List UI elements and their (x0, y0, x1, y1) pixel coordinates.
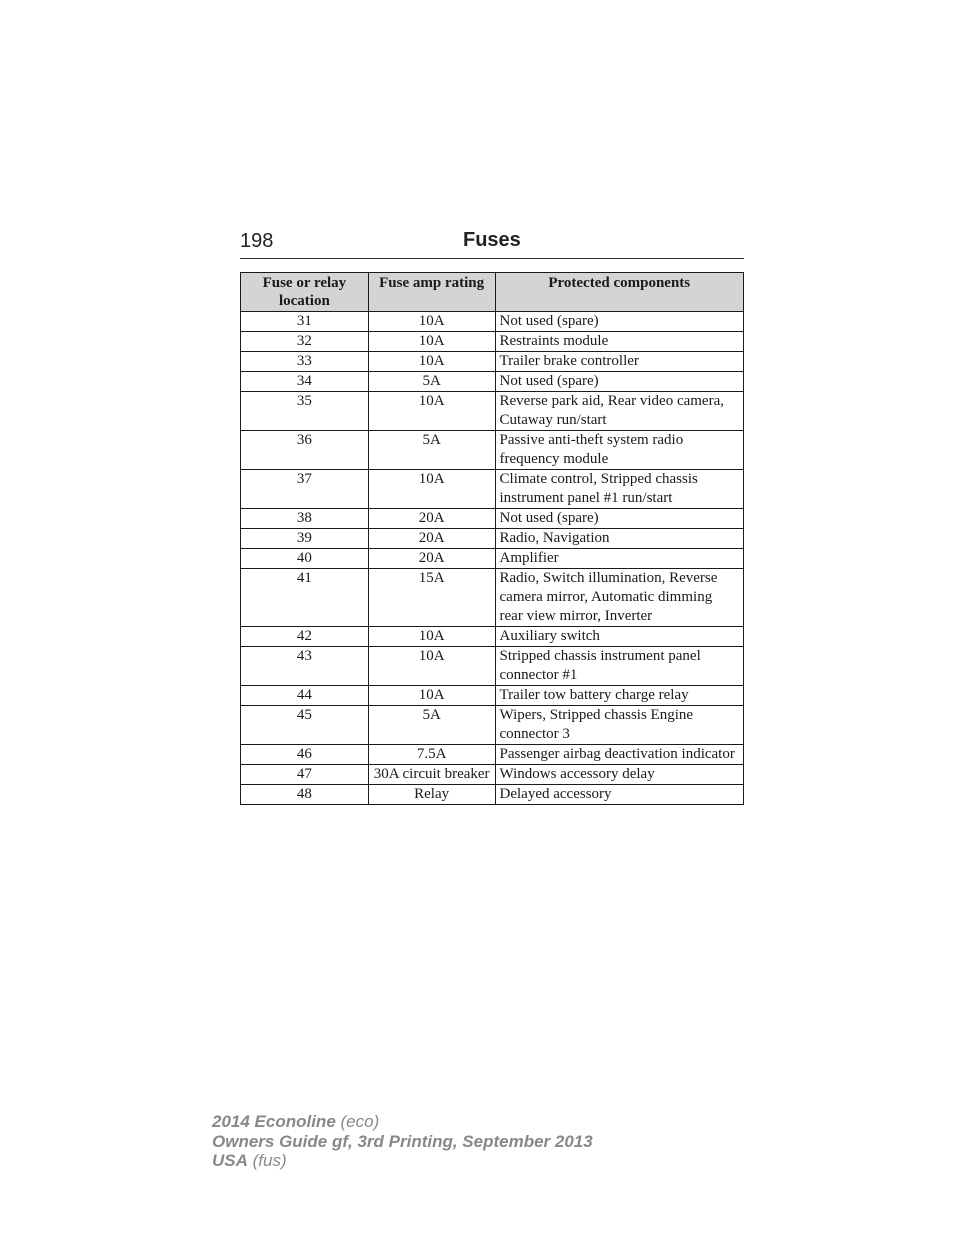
protected-components-cell: Delayed accessory (495, 785, 743, 805)
protected-components-cell: Auxiliary switch (495, 627, 743, 647)
protected-components-cell: Not used (spare) (495, 509, 743, 529)
fuse-location-cell: 33 (241, 352, 369, 372)
fuse-location-cell: 43 (241, 647, 369, 686)
table-row (241, 372, 744, 392)
fuse-location-cell: 41 (241, 569, 369, 627)
footer-region-code: (fus) (252, 1151, 287, 1170)
footer-line-2: Owners Guide gf, 3rd Printing, September 2013 (212, 1131, 593, 1151)
fuse-rating-cell: 30A circuit breaker (368, 765, 495, 785)
page-header (240, 228, 744, 259)
fuse-location-cell: 42 (241, 627, 369, 647)
protected-components-cell: Windows accessory delay (495, 765, 743, 785)
table-row (241, 352, 744, 372)
fuse-rating-cell: 5A (368, 431, 495, 470)
column-header-components: Protected components (495, 273, 743, 312)
fuse-rating-cell: 10A (368, 470, 495, 509)
column-header-rating: Fuse amp rating (368, 273, 495, 312)
protected-components-cell: Trailer brake controller (495, 352, 743, 372)
fuse-location-cell: 46 (241, 745, 369, 765)
table-row (241, 332, 744, 352)
table-row (241, 549, 744, 569)
fuse-rating-cell: 5A (368, 706, 495, 745)
fuse-location-cell: 40 (241, 549, 369, 569)
table-row (241, 765, 744, 785)
protected-components-cell: Amplifier (495, 549, 743, 569)
fuse-rating-cell: 10A (368, 312, 495, 332)
table-header-row (241, 273, 744, 312)
fuse-location-cell: 37 (241, 470, 369, 509)
table-row (241, 569, 744, 627)
fuse-location-cell: 39 (241, 529, 369, 549)
footer-line-1 (212, 1112, 593, 1132)
table-row (241, 392, 744, 431)
protected-components-cell: Passenger airbag deactivation indicator (495, 745, 743, 765)
fuse-location-cell: 48 (241, 785, 369, 805)
page-title: Fuses (463, 229, 521, 251)
fuse-location-cell: 44 (241, 686, 369, 706)
page-number: 198 (240, 230, 274, 252)
table-row (241, 509, 744, 529)
fuse-rating-cell: 10A (368, 647, 495, 686)
protected-components-cell: Passive anti-theft system radio frequency module (495, 431, 743, 470)
protected-components-cell: Radio, Navigation (495, 529, 743, 549)
fuse-rating-cell: 10A (368, 392, 495, 431)
fuse-location-cell: 31 (241, 312, 369, 332)
table-row (241, 745, 744, 765)
footer-line-3 (212, 1151, 593, 1171)
footer-model: 2014 Econoline (212, 1112, 336, 1131)
fuse-rating-cell: 5A (368, 372, 495, 392)
table-row (241, 431, 744, 470)
table-row (241, 529, 744, 549)
fuse-rating-cell: 10A (368, 352, 495, 372)
fuse-location-cell: 32 (241, 332, 369, 352)
table-row (241, 647, 744, 686)
fuse-location-cell: 35 (241, 392, 369, 431)
fuse-rating-cell: 10A (368, 686, 495, 706)
column-header-location: Fuse or relay location (241, 273, 369, 312)
fuse-table (240, 272, 744, 805)
table-body (241, 312, 744, 805)
fuse-rating-cell: 7.5A (368, 745, 495, 765)
protected-components-cell: Restraints module (495, 332, 743, 352)
table-row (241, 785, 744, 805)
protected-components-cell: Radio, Switch illumination, Reverse camera mirror, Automatic dimming rear view mirror, Inverter (495, 569, 743, 627)
fuse-rating-cell: 20A (368, 529, 495, 549)
protected-components-cell: Not used (spare) (495, 372, 743, 392)
table-row (241, 706, 744, 745)
table-row (241, 627, 744, 647)
fuse-rating-cell: 10A (368, 332, 495, 352)
fuse-location-cell: 38 (241, 509, 369, 529)
protected-components-cell: Trailer tow battery charge relay (495, 686, 743, 706)
protected-components-cell: Climate control, Stripped chassis instrument panel #1 run/start (495, 470, 743, 509)
protected-components-cell: Not used (spare) (495, 312, 743, 332)
fuse-rating-cell: Relay (368, 785, 495, 805)
fuse-location-cell: 36 (241, 431, 369, 470)
fuse-rating-cell: 20A (368, 509, 495, 529)
fuse-rating-cell: 20A (368, 549, 495, 569)
footer-region: USA (212, 1151, 248, 1170)
table-row (241, 470, 744, 509)
footer (212, 1112, 593, 1171)
fuse-location-cell: 45 (241, 706, 369, 745)
footer-model-code: (eco) (340, 1112, 380, 1131)
protected-components-cell: Wipers, Stripped chassis Engine connector 3 (495, 706, 743, 745)
protected-components-cell: Stripped chassis instrument panel connector #1 (495, 647, 743, 686)
fuse-rating-cell: 10A (368, 627, 495, 647)
fuse-location-cell: 34 (241, 372, 369, 392)
protected-components-cell: Reverse park aid, Rear video camera, Cutaway run/start (495, 392, 743, 431)
fuse-rating-cell: 15A (368, 569, 495, 627)
fuse-location-cell: 47 (241, 765, 369, 785)
table-row (241, 686, 744, 706)
table-row (241, 312, 744, 332)
